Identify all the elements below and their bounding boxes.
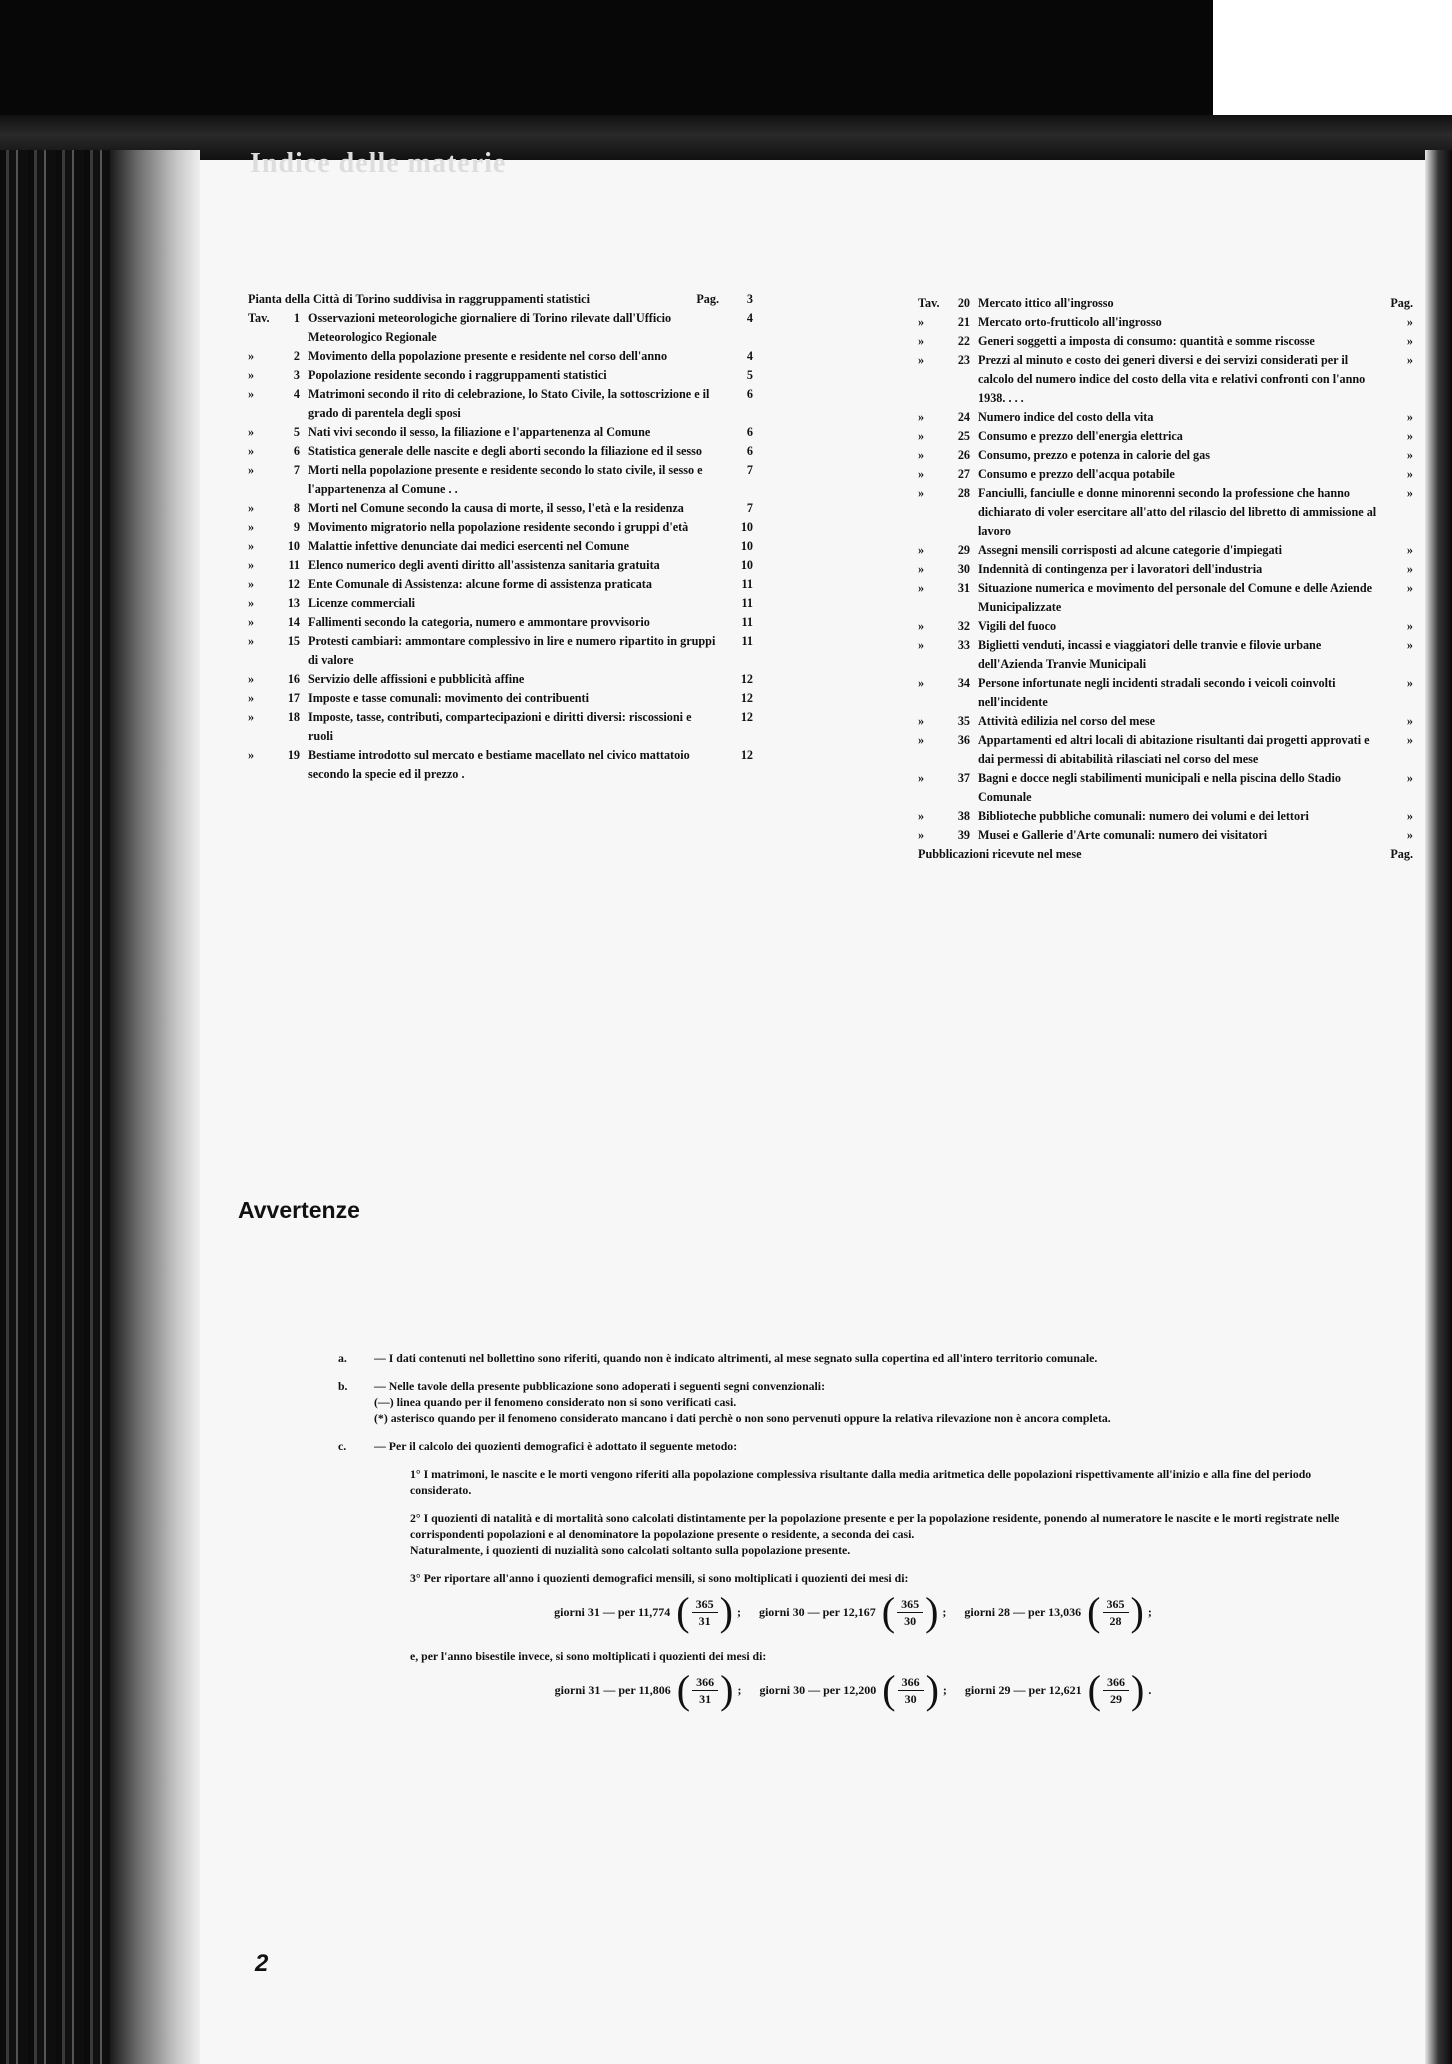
toc-page-number: » (1406, 543, 1413, 557)
toc-entry-prefix: » (248, 463, 255, 477)
toc-entry-number: 2 (293, 349, 300, 363)
toc-page-number: » (1406, 486, 1413, 500)
toc-page-number: » (1406, 581, 1413, 595)
toc-entry-text: Attività edilizia nel corso del mese (978, 714, 1156, 728)
toc-entry-text: Osservazioni meteorologiche giornaliere di Torino rilevate dall'Ufficio Meteorologico Regionale (308, 311, 672, 344)
toc-entry-prefix: » (248, 387, 255, 401)
toc-entry (918, 541, 1413, 560)
toc-entry-number: 32 (957, 619, 970, 633)
note-b-line2: (*) asterisco quando per il fenomeno considerato mancano i dati perchè o non sono pervenuti oppure la relativa rilevazione non è ancora completa. (374, 1411, 1111, 1425)
fraction (692, 1674, 718, 1707)
toc-page-number: » (1406, 429, 1413, 443)
toc-entry (248, 461, 753, 499)
left-paren: ( (676, 1667, 691, 1712)
toc-entry-number: 23 (957, 353, 970, 367)
toc-entry-prefix: » (918, 771, 925, 785)
fraction-numerator: 365 (692, 1596, 718, 1613)
toc-entry (248, 347, 753, 366)
toc-entry-prefix: » (918, 562, 925, 576)
note-b (338, 1378, 1368, 1426)
toc-entry-prefix: » (248, 596, 255, 610)
toc-page-number: 3 (746, 292, 753, 306)
toc-entry-prefix: » (248, 368, 255, 382)
scan-border-top (0, 0, 1213, 115)
formula-separator: ; (942, 1605, 947, 1619)
toc-entry-prefix: » (918, 638, 925, 652)
fraction (897, 1596, 923, 1629)
toc-entry-text: Consumo e prezzo dell'acqua potabile (978, 467, 1175, 481)
toc-entry-prefix: » (918, 410, 925, 424)
toc-entry-number: 7 (293, 463, 300, 477)
toc-page-number: » (1406, 562, 1413, 576)
toc-page-number: » (1406, 467, 1413, 481)
toc-entry-number: 22 (957, 334, 970, 348)
toc-entry (248, 594, 753, 613)
toc-entry-text: Protesti cambiari: ammontare complessivo in lire e numero ripartito in gruppi di valore (308, 634, 716, 667)
multiplier-formula (964, 1667, 1152, 1712)
toc-entry-prefix: » (918, 581, 925, 595)
note-mark: a. (338, 1351, 347, 1365)
note-mark: c. (338, 1439, 347, 1453)
fraction-denominator: 31 (699, 1691, 712, 1706)
toc-page-number: 12 (740, 691, 753, 705)
toc-page-number: 7 (746, 463, 753, 477)
toc-entry-number: 27 (957, 467, 970, 481)
toc-entry-number: 29 (957, 543, 970, 557)
toc-entry-text: Mercato ittico all'ingrosso (978, 296, 1114, 310)
note-c-p3: 3° Per riportare all'anno i quozienti demografici mensili, si sono moltiplicati i quozienti dei mesi di: (410, 1571, 909, 1585)
toc-entry-prefix: » (918, 315, 925, 329)
toc-entry (918, 351, 1413, 408)
toc-entry-number: 31 (957, 581, 970, 595)
toc-page-number: Pag. (1390, 847, 1413, 861)
toc-entry-prefix: » (248, 425, 255, 439)
fraction-numerator: 365 (897, 1596, 923, 1613)
formula-separator: . (1148, 1683, 1152, 1697)
note-c-p4: e, per l'anno bisestile invece, si sono moltiplicati i quozienti dei mesi di: (410, 1649, 767, 1663)
toc-entry-number: 14 (287, 615, 300, 629)
toc-entry-number: 13 (287, 596, 300, 610)
formula-separator: ; (736, 1605, 741, 1619)
toc-entry-number: 11 (288, 558, 300, 572)
toc-entry (918, 826, 1413, 845)
toc-entry (248, 632, 753, 670)
toc-entry-text: Numero indice del costo della vita (978, 410, 1154, 424)
toc-page-number: 10 (740, 558, 753, 572)
toc-entry (918, 313, 1413, 332)
note-text: — Per il calcolo dei quozienti demografici è adottato il seguente metodo: (374, 1439, 738, 1453)
toc-entry-number: 10 (287, 539, 300, 553)
left-paren: ( (676, 1589, 690, 1634)
toc-entry-text: Bagni e docce negli stabilimenti municipali e nella piscina dello Stadio Comunale (978, 771, 1341, 804)
toc-entry-prefix: Tav. (248, 311, 270, 325)
toc-entry-text: Pianta della Città di Torino suddivisa in raggruppamenti statistici (248, 292, 590, 306)
toc-page-number: 12 (740, 748, 753, 762)
multiplier-formula (759, 1667, 947, 1712)
toc-entry (918, 294, 1413, 313)
toc-page-number: » (1406, 638, 1413, 652)
toc-entry (248, 575, 753, 594)
toc-entry-text: Movimento della popolazione presente e residente nel corso dell'anno (308, 349, 668, 363)
formula-label: giorni 29 — per 12,621 (964, 1683, 1082, 1697)
toc-entry-number: 37 (957, 771, 970, 785)
toc-entry (918, 712, 1413, 731)
toc-entry-number: 24 (957, 410, 970, 424)
toc-page-number: 6 (746, 425, 753, 439)
toc-entry-prefix: » (248, 501, 255, 515)
note-text (374, 1378, 1368, 1426)
formula-label: giorni 30 — per 12,167 (758, 1605, 876, 1619)
toc-entry (248, 746, 753, 784)
fraction (1103, 1596, 1129, 1629)
formula-label: giorni 30 — per 12,200 (759, 1683, 877, 1697)
toc-entry (918, 408, 1413, 427)
toc-right-column (918, 294, 1413, 864)
formula-label: giorni 28 — per 13,036 (964, 1605, 1082, 1619)
scan-border-left (0, 150, 110, 2064)
toc-entry-prefix: » (918, 334, 925, 348)
toc-entry-text: Ente Comunale di Assistenza: alcune forme di assistenza praticata (308, 577, 652, 591)
toc-entry-text: Mercato orto-frutticolo all'ingrosso (978, 315, 1162, 329)
note-b-intro: — Nelle tavole della presente pubblicazione sono adoperati i seguenti segni convenzionali: (374, 1379, 826, 1393)
toc-entry (248, 537, 753, 556)
fraction-denominator: 30 (904, 1613, 917, 1628)
toc-entry (248, 708, 753, 746)
toc-entry-text: Situazione numerica e movimento del personale del Comune e delle Aziende Municipalizzate (978, 581, 1373, 614)
toc-entry-prefix: » (248, 634, 255, 648)
toc-entry (918, 465, 1413, 484)
page-gutter-shadow (110, 150, 200, 2064)
toc-entry-number: 28 (957, 486, 970, 500)
formula-row-leap-year (338, 1667, 1368, 1712)
toc-entry-prefix: Tav. (918, 296, 940, 310)
toc-entry-prefix: » (248, 672, 255, 686)
note-c-p2 (410, 1510, 1368, 1558)
toc-page-number: 11 (741, 577, 753, 591)
toc-page-number: 7 (746, 501, 753, 515)
note-b-line1: (—) linea quando per il fenomeno considerato non si sono verificati casi. (374, 1395, 737, 1409)
toc-entry-prefix: » (918, 467, 925, 481)
toc-entry-prefix: » (918, 733, 925, 747)
fraction-denominator: 30 (904, 1691, 917, 1706)
toc-entry (918, 617, 1413, 636)
toc-entry-text: Imposte, tasse, contributi, compartecipazioni e diritti diversi: riscossioni e ruoli (308, 710, 692, 743)
page-number: 2 (255, 1950, 269, 1977)
left-paren: ( (882, 1667, 896, 1712)
toc-page-number: » (1406, 619, 1413, 633)
toc-entry-number: 36 (957, 733, 970, 747)
toc-left-column (248, 290, 753, 784)
right-paren: ) (720, 1667, 734, 1712)
toc-entry-number: 19 (287, 748, 300, 762)
toc-page-number: » (1406, 334, 1413, 348)
toc-page-number: Pag. (1390, 296, 1413, 310)
toc-entry-map (248, 290, 753, 309)
fraction-denominator: 29 (1110, 1691, 1122, 1706)
toc-entry-prefix: » (248, 444, 255, 458)
toc-page-number: » (1406, 448, 1413, 462)
toc-entry-prefix: » (918, 429, 925, 443)
toc-entry-text: Popolazione residente secondo i raggruppamenti statistici (308, 368, 607, 382)
toc-entry-prefix: » (248, 520, 255, 534)
formula-separator: ; (737, 1683, 742, 1697)
fraction (692, 1596, 718, 1629)
toc-entry-text: Morti nella popolazione presente e residente secondo lo stato civile, il sesso e l'appartenenza al Comune . . (308, 463, 703, 496)
right-paren: ) (925, 1589, 939, 1634)
toc-entry-text: Matrimoni secondo il rito di celebrazione, lo Stato Civile, la sottoscrizione e il grado di parentela degli sposi (308, 387, 710, 420)
right-paren: ) (1130, 1589, 1144, 1634)
toc-entry (248, 499, 753, 518)
toc-page-number: 10 (740, 539, 753, 553)
toc-entry-text: Pubblicazioni ricevute nel mese (918, 847, 1082, 861)
toc-page-prefix: Pag. (696, 292, 719, 306)
toc-entry-text: Bestiame introdotto sul mercato e bestiame macellato nel civico mattatoio secondo la specie ed il prezzo . (308, 748, 690, 781)
multiplier-formula (554, 1589, 741, 1634)
toc-entry-number: 1 (293, 311, 300, 325)
toc-entry (248, 670, 753, 689)
formula-separator: ; (1147, 1605, 1152, 1619)
right-paren: ) (925, 1667, 939, 1712)
scan-border-strip (0, 115, 1452, 165)
toc-entry-prefix: » (918, 486, 925, 500)
toc-entry-text: Consumo e prezzo dell'energia elettrica (978, 429, 1183, 443)
fraction-denominator: 28 (1109, 1613, 1122, 1628)
avvertenze-notes (338, 1350, 1368, 1726)
toc-entry-text: Persone infortunate negli incidenti stradali secondo i veicoli coinvolti nell'incidente (978, 676, 1336, 709)
right-paren: ) (719, 1589, 733, 1634)
toc-entry-number: 8 (293, 501, 300, 515)
toc-page-number: 11 (741, 615, 753, 629)
toc-entry-prefix: » (248, 539, 255, 553)
toc-entry-prefix: » (918, 353, 925, 367)
toc-entry-text: Servizio delle affissioni e pubblicità affine (308, 672, 525, 686)
toc-page-number: » (1406, 353, 1413, 367)
page-heading: Indice delle materie (250, 148, 507, 179)
fraction-numerator: 366 (692, 1674, 718, 1691)
scan-border-right (1425, 150, 1452, 2064)
toc-entry (248, 423, 753, 442)
toc-entry-text: Appartamenti ed altri locali di abitazione risultanti dai progetti approvati e dai permessi di abitabilità rilasciati nel corso del mese (978, 733, 1370, 766)
note-c-p2b-text: Naturalmente, i quozienti di nuzialità sono calcolati soltanto sulla popolazione presente. (410, 1543, 851, 1557)
toc-entry-number: 9 (293, 520, 300, 534)
toc-entry-number: 25 (957, 429, 970, 443)
toc-entry (248, 442, 753, 461)
avvertenze-title: Avvertenze (238, 1197, 360, 1223)
toc-entry (918, 674, 1413, 712)
toc-entry-number: 4 (293, 387, 300, 401)
toc-page-number: » (1406, 828, 1413, 842)
toc-entry-text: Indennità di contingenza per i lavoratori dell'industria (978, 562, 1263, 576)
toc-entry-text: Fanciulli, fanciulle e donne minorenni secondo la professione che hanno dichiarato di voler esercitare all'atto del rilascio del libretto di ammissione al lavoro (978, 486, 1377, 538)
toc-entry-prefix: » (918, 676, 925, 690)
toc-entry-text: Generi soggetti a imposta di consumo: quantità e somme riscosse (978, 334, 1315, 348)
toc-page-number: » (1406, 315, 1413, 329)
toc-page-number: » (1406, 771, 1413, 785)
toc-entry-text: Imposte e tasse comunali: movimento dei contribuenti (308, 691, 589, 705)
fraction-numerator: 366 (898, 1674, 924, 1691)
note-c-p2-text: 2° I quozienti di natalità e di mortalità sono calcolati distintamente per la popolazione presente e per la popolazione residente, ponendo al numeratore le nascite e le morti registrate nelle corrispondenti popolazioni e al denominatore la popolazione presente o residente, a seconda dei casi. (410, 1511, 1340, 1541)
toc-entry-prefix: » (918, 828, 925, 842)
toc-entry-prefix: » (918, 619, 925, 633)
fraction (898, 1674, 924, 1707)
toc-entry-number: 38 (957, 809, 970, 823)
toc-entry-number: 39 (957, 828, 970, 842)
toc-entry (918, 332, 1413, 351)
formula-separator: ; (942, 1683, 947, 1697)
toc-entry (918, 427, 1413, 446)
fraction-numerator: 365 (1103, 1596, 1129, 1613)
toc-entry (918, 446, 1413, 465)
toc-entry (918, 807, 1413, 826)
toc-entry-number: 18 (287, 710, 300, 724)
toc-entry (248, 613, 753, 632)
note-text: — I dati contenuti nel bollettino sono riferiti, quando non è indicato altrimenti, al mese segnato sulla copertina ed all'intero territorio comunale. (374, 1351, 1098, 1365)
toc-page-number: 6 (746, 444, 753, 458)
toc-entry-prefix: » (918, 448, 925, 462)
multiplier-formula (554, 1667, 742, 1712)
toc-entry-prefix: » (918, 714, 925, 728)
right-paren: ) (1131, 1667, 1145, 1712)
toc-entry (918, 731, 1413, 769)
toc-entry (248, 689, 753, 708)
toc-entry-number: 3 (293, 368, 300, 382)
toc-entry (918, 484, 1413, 541)
note-a (338, 1350, 1368, 1366)
formula-label: giorni 31 — per 11,806 (554, 1683, 671, 1697)
toc-page-number: » (1406, 410, 1413, 424)
toc-entry (248, 385, 753, 423)
toc-entry-text: Consumo, prezzo e potenza in calorie del gas (978, 448, 1210, 462)
toc-entry-number: 20 (957, 296, 970, 310)
toc-entry (248, 309, 753, 347)
toc-entry-number: 15 (287, 634, 300, 648)
toc-entry-prefix: » (918, 809, 925, 823)
toc-entry-prefix: » (248, 748, 255, 762)
toc-page-number: 4 (746, 349, 753, 363)
toc-page-number: 12 (740, 710, 753, 724)
toc-entry-prefix: » (918, 543, 925, 557)
multiplier-formula (758, 1589, 947, 1634)
toc-entry-text: Prezzi al minuto e costo dei generi diversi e dei servizi considerati per il calcolo del numero indice del costo della vita e relativi confronti con l'anno 1938. . . . (978, 353, 1366, 405)
toc-entry-number: 33 (957, 638, 970, 652)
note-c-p1: 1° I matrimoni, le nascite e le morti vengono riferiti alla popolazione complessiva risultante dalla media aritmetica delle popolazioni rispettivamente all'inizio e alla fine del periodo considerato. (410, 1467, 1312, 1497)
fraction (1103, 1674, 1129, 1707)
formula-row-common-year (338, 1589, 1368, 1634)
toc-entry-text: Movimento migratorio nella popolazione residente secondo i gruppi d'età (308, 520, 689, 534)
toc-page-number: 11 (741, 634, 753, 648)
toc-entry-number: 34 (957, 676, 970, 690)
toc-entry (248, 518, 753, 537)
toc-entry-text: Biglietti venduti, incassi e viaggiatori delle tranvie e filovie urbane dell'Azienda Tranvie Municipali (978, 638, 1322, 671)
toc-page-number: 4 (746, 311, 753, 325)
toc-entry-number: 21 (957, 315, 970, 329)
toc-entry-text: Statistica generale delle nascite e degli aborti secondo la filiazione ed il sesso (308, 444, 703, 458)
toc-entry-prefix: » (248, 349, 255, 363)
toc-entry-number: 12 (287, 577, 300, 591)
note-c (338, 1438, 1368, 1454)
toc-page-number: 12 (740, 672, 753, 686)
toc-entry (248, 366, 753, 385)
toc-entry-text: Fallimenti secondo la categoria, numero e ammontare provvisorio (308, 615, 650, 629)
formula-label: giorni 31 — per 11,774 (554, 1605, 671, 1619)
toc-entry-number: 6 (293, 444, 300, 458)
toc-entry (918, 636, 1413, 674)
toc-page-number: » (1406, 809, 1413, 823)
toc-entry-prefix: » (248, 710, 255, 724)
toc-entry-text: Licenze commerciali (308, 596, 416, 610)
toc-page-number: 10 (740, 520, 753, 534)
toc-entry-number: 35 (957, 714, 970, 728)
toc-entry-prefix: » (248, 615, 255, 629)
fraction-denominator: 31 (698, 1613, 711, 1628)
toc-entry-text: Nati vivi secondo il sesso, la filiazione e l'appartenenza al Comune (308, 425, 651, 439)
toc-entry (918, 560, 1413, 579)
toc-entry-number: 16 (287, 672, 300, 686)
toc-entry-prefix: » (248, 558, 255, 572)
toc-entry-publications (918, 845, 1413, 864)
toc-page-number: » (1406, 733, 1413, 747)
toc-entry (918, 579, 1413, 617)
toc-entry-number: 5 (293, 425, 300, 439)
toc-entry (248, 556, 753, 575)
toc-entry-number: 26 (957, 448, 970, 462)
toc-page-number: » (1406, 714, 1413, 728)
multiplier-formula (964, 1589, 1152, 1634)
toc-entry-prefix: » (248, 577, 255, 591)
fraction-numerator: 366 (1103, 1674, 1129, 1691)
toc-entry-text: Biblioteche pubbliche comunali: numero dei volumi e dei lettori (978, 809, 1309, 823)
toc-entry (918, 769, 1413, 807)
toc-page-number: » (1406, 676, 1413, 690)
toc-page-number: 11 (741, 596, 753, 610)
left-paren: ( (881, 1589, 896, 1634)
toc-entry-text: Assegni mensili corrisposti ad alcune categorie d'impiegati (978, 543, 1282, 557)
toc-entry-text: Musei e Gallerie d'Arte comunali: numero dei visitatori (978, 828, 1268, 842)
left-paren: ( (1087, 1667, 1101, 1712)
note-mark: b. (338, 1379, 348, 1393)
toc-entry-number: 17 (287, 691, 300, 705)
toc-entry-text: Malattie infettive denunciate dai medici esercenti nel Comune (308, 539, 629, 553)
toc-page-number: 5 (746, 368, 753, 382)
toc-page-number: 6 (746, 387, 753, 401)
toc-entry-text: Elenco numerico degli aventi diritto all'assistenza sanitaria gratuita (308, 558, 660, 572)
toc-entry-number: 30 (957, 562, 970, 576)
toc-entry-prefix: » (248, 691, 255, 705)
toc-entry-text: Morti nel Comune secondo la causa di morte, il sesso, l'età e la residenza (308, 501, 684, 515)
left-paren: ( (1087, 1589, 1101, 1634)
toc-entry-text: Vigili del fuoco (978, 619, 1057, 633)
